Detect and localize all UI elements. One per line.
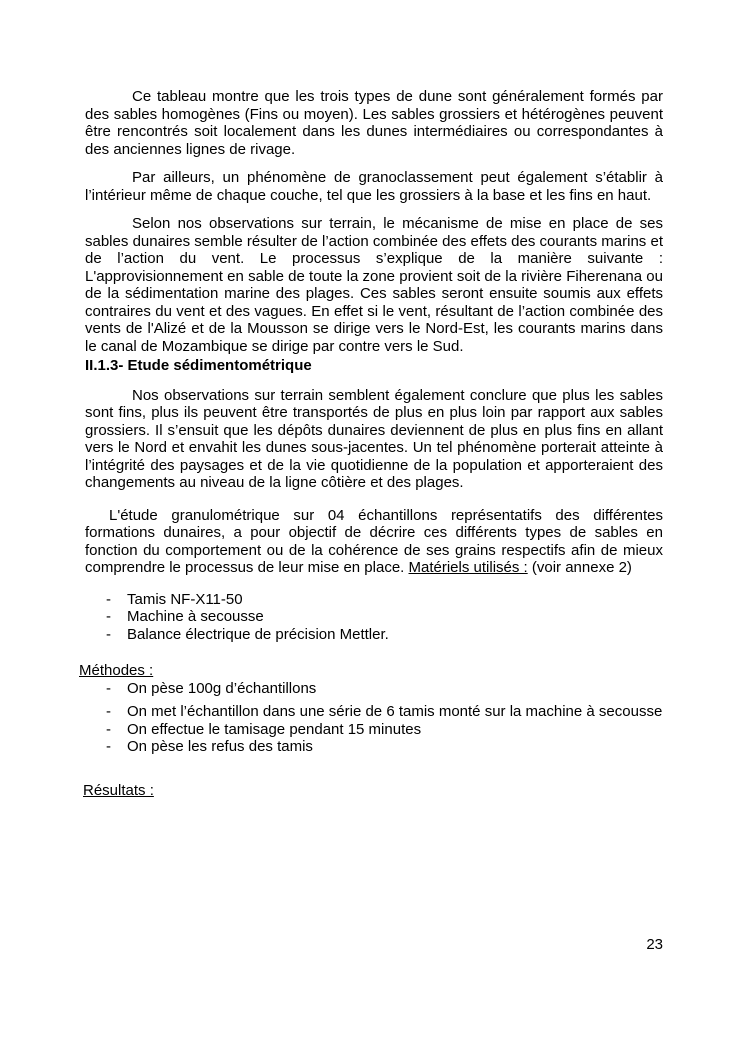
paragraph-mecanisme-mise-en-place: Selon nos observations sur terrain, le mécanisme de mise en place de ses sables dunaires semble résulter de l’action combinée des effets des courants marins et de l’action du vent. Le processus s’explique de la manière suivante : L'approvisionnement en sable de toute la zone provient soit de la rivière Fiherenana ou de la sédimentation marine des plages. Ces sables seront ensuite soumis aux effets contraires du vent et des vagues. En effet si le vent, résultant de l’action combinée des vents de l'Alizé et de la Mousson se dirige vers le Nord-Est, les courants marins dans le canal de Mozambique se dirige par contre vers le Sud. (85, 215, 663, 355)
materiels-utilises-label: Matériels utilisés : (408, 559, 528, 576)
list-item (106, 721, 663, 739)
list-item (106, 738, 663, 756)
list-item (106, 591, 663, 609)
dash-bullet: - (106, 679, 111, 697)
methods-label: Méthodes : (79, 662, 154, 679)
method-step-label: On pèse 100g d’échantillons (127, 679, 317, 697)
voir-annexe-text: (voir annexe 2) (527, 559, 632, 576)
materials-list (85, 591, 663, 644)
material-item-label: Machine à secousse (127, 608, 264, 625)
methods-list (85, 680, 663, 756)
paragraph-etude-granulometrique (85, 507, 663, 577)
method-step-label: On pèse les refus des tamis (127, 738, 313, 755)
results-label: Résultats : (83, 781, 154, 799)
list-item (106, 703, 663, 721)
material-item-label: Tamis NF-X11-50 (127, 590, 243, 608)
page-content (79, 88, 663, 799)
dash-bullet: - (106, 590, 111, 608)
list-item (106, 680, 663, 698)
paragraph-granoclassement: Par ailleurs, un phénomène de granoclassement peut également s’établir à l’intérieur même de chaque couche, tel que les grossiers à la base et les fins en haut. (85, 169, 663, 204)
material-item-label: Balance électrique de précision Mettler. (127, 625, 389, 643)
dash-bullet: - (106, 738, 111, 755)
dash-bullet: - (106, 703, 111, 720)
method-step-label: On met l’échantillon dans une série de 6 tamis monté sur la machine à secousse (127, 703, 663, 720)
list-item (106, 626, 663, 644)
paragraph-dune-types: Ce tableau montre que les trois types de dune sont généralement formés par des sables homogènes (Fins ou moyen). Les sables grossiers et hétérogènes peuvent être rencontrés soit localement dans les dunes intermédiaires ou correspondantes à des anciennes lignes de rivage. (85, 88, 663, 158)
list-item (106, 608, 663, 626)
page-number: 23 (646, 936, 663, 953)
paragraph-observations-sables-fins: Nos observations sur terrain semblent également conclure que plus les sables sont fins, plus ils peuvent être transportés de plus en plus loin par rapport aux sables grossiers. Il s’ensuit que les dépôts dunaires deviennent de plus en plus fins en allant vers le Nord et envahit les dunes sous-jacentes. Un tel phénomène porterait atteinte à l’intégrité des paysages et de la vie quotidienne de la population et apporteraient des changements au niveau de la ligne côtière et des plages. (85, 386, 663, 491)
dash-bullet: - (106, 720, 111, 738)
section-heading-etude-sedimentometrique: II.1.3- Etude sédimentométrique (85, 357, 312, 374)
etude-text: L'étude granulométrique sur 04 échantillons représentatifs des différentes formations dunaires, a pour objectif de décrire ces différents types de sables en fonction du comportement ou de la cohérence de ses grains respectifs afin de mieux comprendre le processus de leur mise en place. (85, 506, 663, 576)
dash-bullet: - (106, 625, 111, 643)
method-step-label: On effectue le tamisage pendant 15 minutes (127, 720, 422, 738)
dash-bullet: - (106, 608, 111, 625)
